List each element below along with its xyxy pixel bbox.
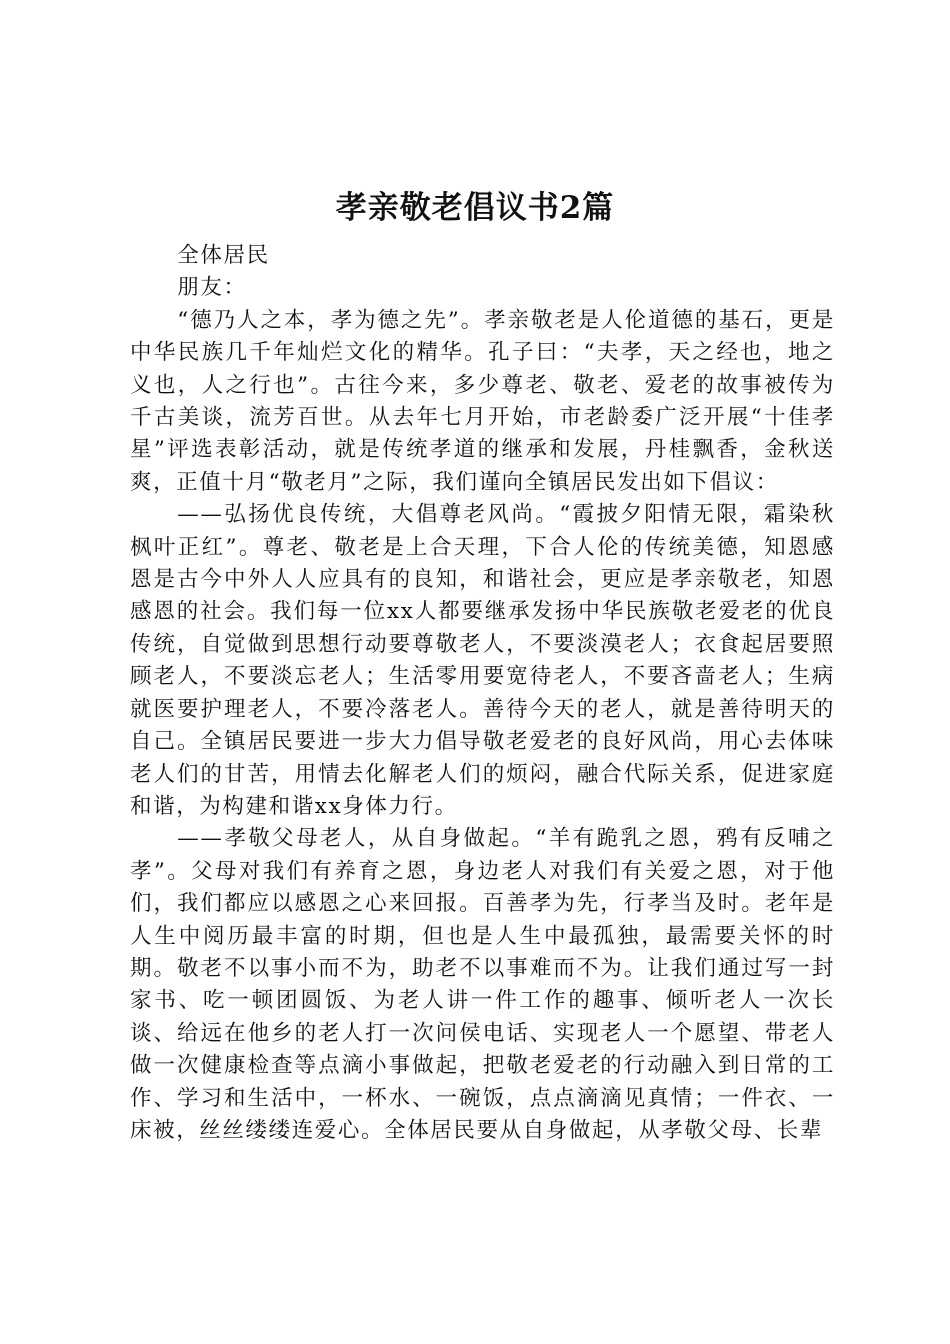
paragraph-tradition: ——弘扬优良传统，大倡尊老风尚。“霞披夕阳情无限，霜染秋枫叶正红”。尊老、敬老是上合天理，下合人伦的传统美德，知恩感恩是古今中外人人应具有的良知，和谐社会，更应是孝亲敬老，知恩感恩的社会。我们每一位xx人都要继承发扬中华民族敬老爱老的优良传统，自觉做到思想行动要尊敬老人，不要淡漠老人；衣食起居要照顾老人，不要淡忘老人；生活零用要宽待老人，不要吝啬老人；生病就医要护理老人，不要冷落老人。善待今天的老人，就是善待明天的自己。全镇居民要进一步大力倡导敬老爱老的良好风尚，用心去体味老人们的甘苦，用情去化解老人们的烦闷，融合代际关系，促进家庭和谐，为构建和谐xx身体力行。 bbox=[130, 502, 835, 819]
salutation-line-2: 朋友： bbox=[177, 275, 247, 301]
salutation-line-1: 全体居民 bbox=[177, 243, 270, 268]
paragraph-filial-piety: ——孝敬父母老人，从自身做起。“羊有跪乳之恩，鸦有反哺之孝”。父母对我们有养育之恩，身边老人对我们有关爱之恩，对于他们，我们都应以感恩之心来回报。百善孝为先，行孝当及时。老年是人生中阅历最丰富的时期，但也是人生中最孤独，最需要关怀的时期。敬老不以事小而不为，助老不以事难而不为。让我们通过写一封家书、吃一顿团圆饭、为老人讲一件工作的趣事、倾听老人一次长谈、给远在他乡的老人打一次问侯电话、实现老人一个愿望、带老人做一次健康检查等点滴小事做起，把敬老爱老的行动融入到日常的工作、学习和生活中，一杯水、一碗饭，点点滴滴见真情；一件衣、一床被，丝丝缕缕连爱心。全体居民要从自身做起，从孝敬父母、长辈 bbox=[130, 826, 835, 1143]
document-body bbox=[130, 240, 835, 1147]
document-title: 孝亲敬老倡议书2篇 bbox=[335, 190, 615, 226]
paragraph-intro: “德乃人之本，孝为德之先”。孝亲敬老是人伦道德的基石，更是中华民族几千年灿烂文化的精华。孔子曰：“夫孝，天之经也，地之义也，人之行也”。古往今来，多少尊老、敬老、爱老的故事被传为千古美谈，流芳百世。从去年七月开始，市老龄委广泛开展“十佳孝星”评选表彰活动，就是传统孝道的继承和发展，丹桂飘香，金秋送爽，正值十月“敬老月”之际，我们谨向全镇居民发出如下倡议： bbox=[130, 307, 835, 495]
